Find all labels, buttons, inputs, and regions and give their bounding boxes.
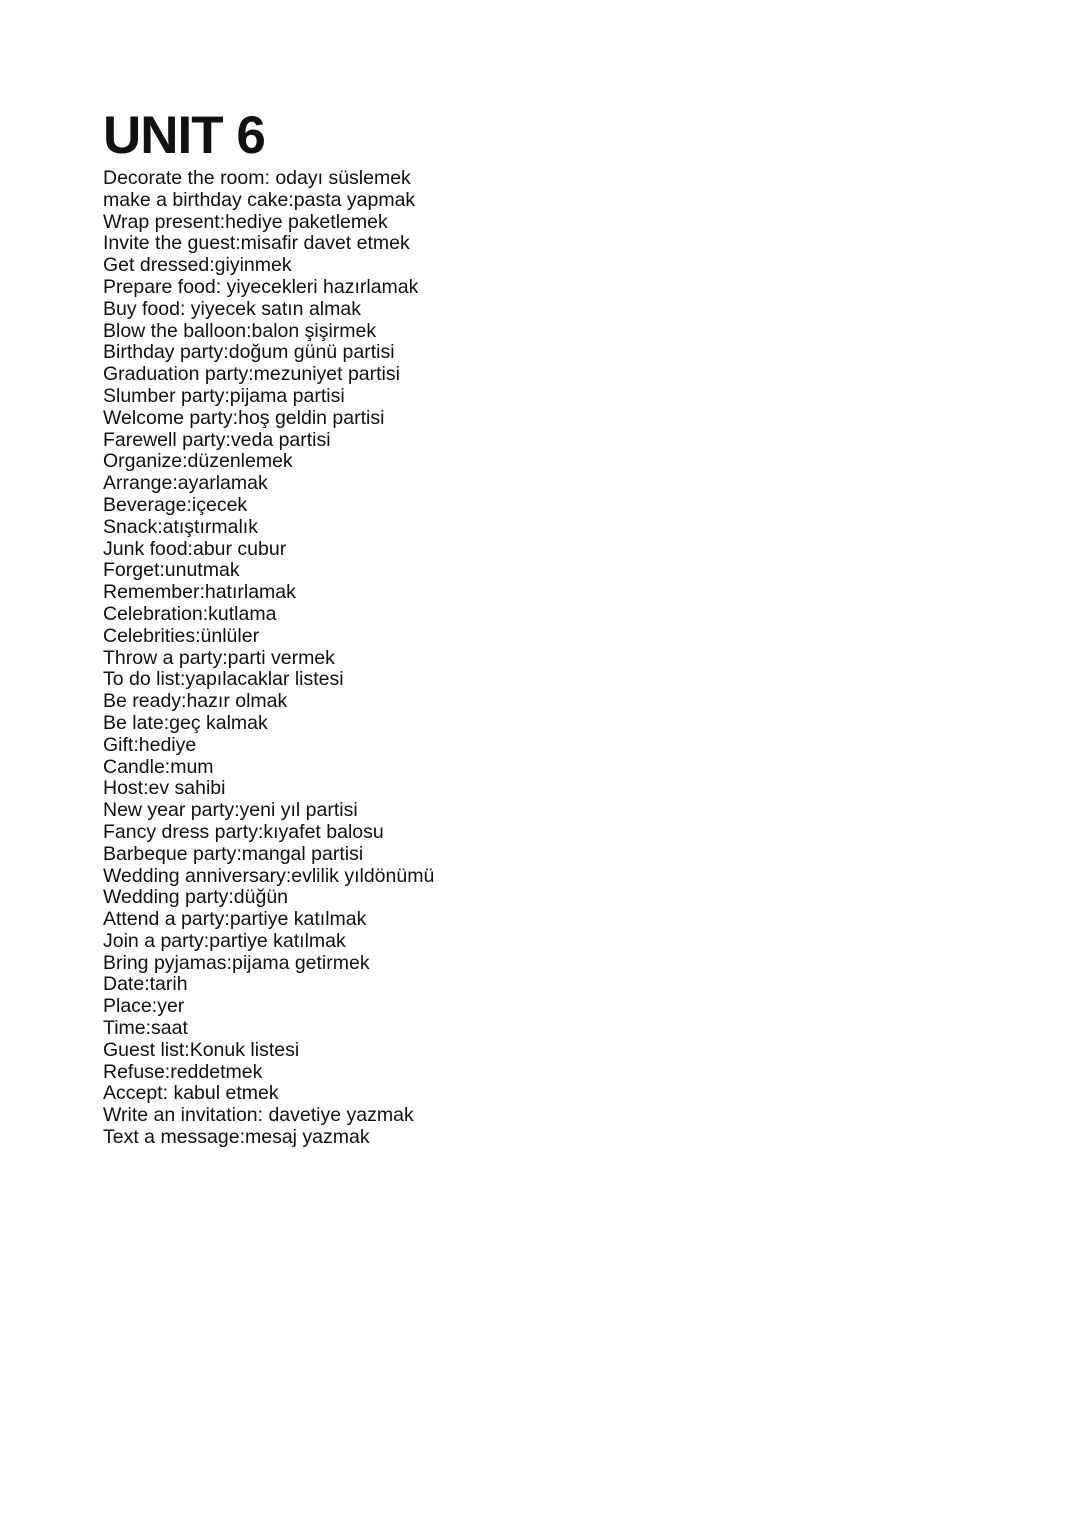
vocabulary-item: Celebration:kutlama: [103, 602, 277, 625]
vocabulary-item: Remember:hatırlamak: [103, 581, 296, 604]
vocabulary-item: Refuse:reddetmek: [103, 1060, 263, 1083]
vocabulary-item: Time:saat: [103, 1017, 188, 1040]
vocabulary-item: Organize:düzenlemek: [103, 450, 293, 473]
vocabulary-item: Wrap present:hediye paketlemek: [103, 210, 388, 233]
vocabulary-item: Accept: kabul etmek: [103, 1082, 279, 1105]
vocabulary-item: Beverage:içecek: [103, 493, 248, 516]
vocabulary-item: Graduation party:mezuniyet partisi: [103, 363, 400, 386]
vocabulary-item: Attend a party:partiye katılmak: [103, 908, 367, 931]
vocabulary-item: Wedding anniversary:evlilik yıldönümü: [103, 864, 435, 887]
vocabulary-item: Snack:atıştırmalık: [103, 515, 258, 538]
vocabulary-item: Guest list:Konuk listesi: [103, 1038, 300, 1061]
vocabulary-item: New year party:yeni yıl partisi: [103, 799, 358, 822]
vocabulary-item: Blow the balloon:balon şişirmek: [103, 319, 377, 342]
vocabulary-item: Birthday party:doğum günü partisi: [103, 341, 395, 364]
vocabulary-item: Fancy dress party:kıyafet balosu: [103, 820, 384, 843]
vocabulary-item: Date:tarih: [103, 973, 188, 996]
vocabulary-item: Gift:hediye: [103, 733, 197, 756]
vocabulary-item: Decorate the room: odayı süslemek: [103, 167, 411, 189]
vocabulary-item: Bring pyjamas:pijama getirmek: [103, 951, 370, 974]
vocabulary-item: Wedding party:düğün: [103, 886, 289, 909]
vocabulary-item: Forget:unutmak: [103, 559, 240, 582]
vocabulary-item: Buy food: yiyecek satın almak: [103, 297, 361, 320]
vocabulary-item: Slumber party:pijama partisi: [103, 384, 345, 407]
vocabulary-item: Host:ev sahibi: [103, 777, 226, 800]
vocabulary-item: Candle:mum: [103, 755, 214, 778]
vocabulary-item: Throw a party:parti vermek: [103, 646, 335, 669]
vocabulary-item: Prepare food: yiyecekleri hazırlamak: [103, 275, 419, 298]
vocabulary-item: Arrange:ayarlamak: [103, 472, 268, 495]
vocabulary-item: Junk food:abur cubur: [103, 537, 287, 560]
vocabulary-item: Text a message:mesaj yazmak: [103, 1126, 370, 1149]
vocabulary-item: Place:yer: [103, 995, 185, 1018]
vocabulary-list: [103, 168, 434, 1149]
vocabulary-item: Invite the guest:misafir davet etmek: [103, 232, 410, 255]
vocabulary-item: Celebrities:ünlüler: [103, 624, 260, 647]
vocabulary-item: Write an invitation: davetiye yazmak: [103, 1104, 414, 1127]
vocabulary-item: Welcome party:hoş geldin partisi: [103, 406, 385, 429]
vocabulary-item: Join a party:partiye katılmak: [103, 929, 346, 952]
unit-title: UNIT 6: [103, 106, 265, 165]
vocabulary-item: Get dressed:giyinmek: [103, 254, 292, 277]
vocabulary-item: Be ready:hazır olmak: [103, 690, 288, 713]
vocabulary-item: Be late:geç kalmak: [103, 711, 268, 734]
vocabulary-item: Barbeque party:mangal partisi: [103, 842, 364, 865]
vocabulary-item: make a birthday cake:pasta yapmak: [103, 188, 416, 211]
vocabulary-item: Farewell party:veda partisi: [103, 428, 331, 451]
vocabulary-item: To do list:yapılacaklar listesi: [103, 668, 344, 691]
